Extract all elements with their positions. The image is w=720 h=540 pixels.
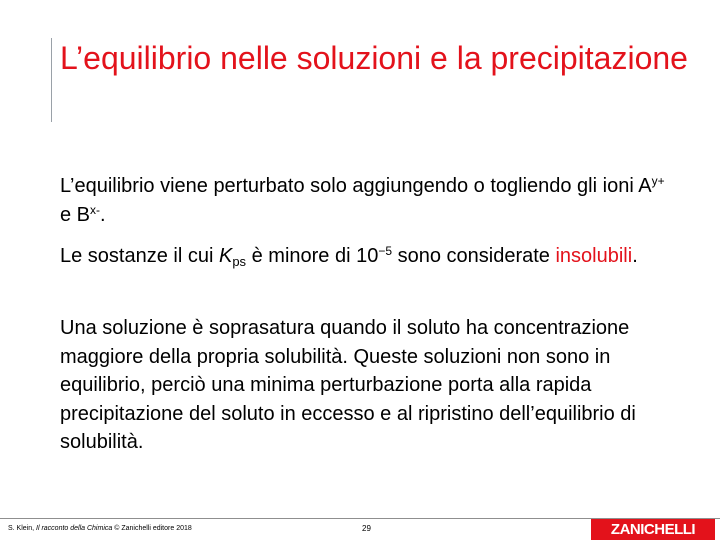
title-divider bbox=[51, 38, 52, 122]
footer-author: S. Klein, bbox=[8, 525, 37, 532]
footer-publisher: © Zanichelli editore 2018 bbox=[112, 525, 192, 532]
paragraph2-text-d: . bbox=[632, 245, 638, 267]
footer-credit bbox=[8, 524, 192, 533]
ion-b-charge: x- bbox=[90, 202, 101, 217]
paragraph2-text-c: sono considerate bbox=[392, 245, 556, 267]
kps-symbol: K bbox=[218, 245, 233, 267]
paragraph-supersaturated-solution: Una soluzione è soprasatura quando il soluto ha concentrazione maggiore della propria solubilità. Queste soluzioni non sono in equilibrio, perciò una minima perturbazione porta alla rapida precipitazione del soluto in eccesso e al ripristino dell’equilibrio di solubilità. bbox=[60, 317, 636, 453]
paragraph2-text-a: Le sostanze il cui bbox=[60, 245, 219, 267]
paragraph-insoluble-substances bbox=[60, 242, 680, 271]
paragraph2-text-b: è minore di 10 bbox=[246, 245, 379, 267]
slide-title: L’equilibrio nelle soluzioni e la precipitazione bbox=[60, 40, 688, 76]
paragraph1-text-c: . bbox=[100, 203, 106, 226]
zanichelli-logo: ZANICHELLI bbox=[591, 519, 715, 540]
paragraph1-text-a: L’equilibrio viene perturbato solo aggiungendo o togliendo gli ioni A bbox=[60, 175, 652, 197]
paragraph1-text-b: e B bbox=[60, 203, 91, 226]
footer-book-title: Il racconto della Chimica bbox=[36, 525, 113, 532]
kps-subscript: ps bbox=[232, 254, 247, 269]
power-exponent: −5 bbox=[378, 244, 393, 258]
insoluble-highlight: insolubili bbox=[555, 245, 633, 267]
paragraph-equilibrium-perturbation bbox=[60, 172, 680, 229]
page-number: 29 bbox=[362, 524, 371, 533]
ion-a-charge: y+ bbox=[651, 174, 665, 188]
